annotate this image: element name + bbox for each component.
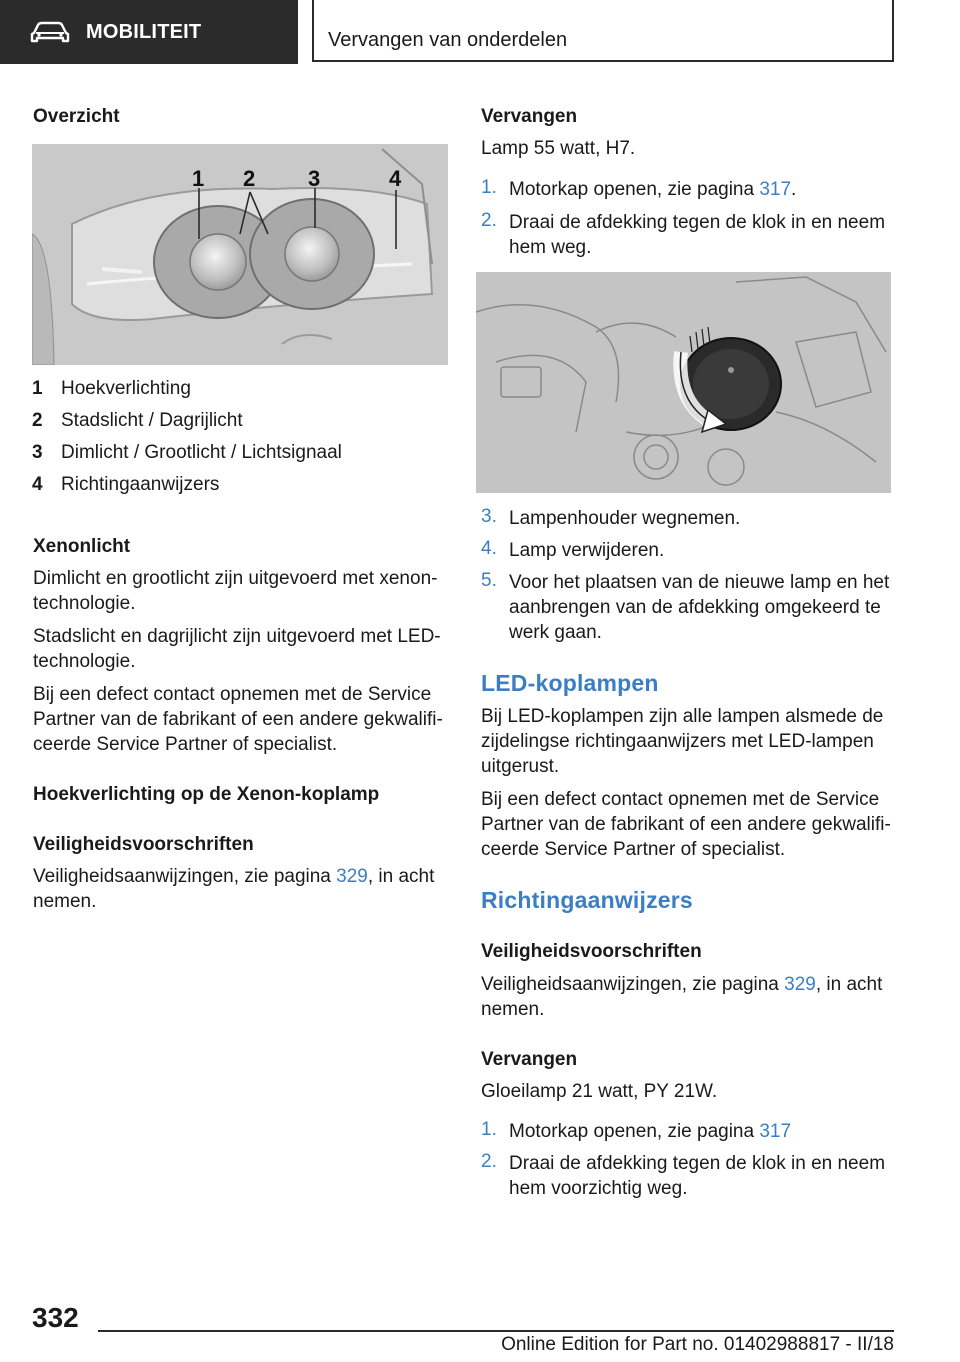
- headlight-figure: [32, 144, 448, 365]
- text-span: Veiligheidsaanwijzingen, zie pagina: [481, 974, 785, 995]
- text-span: , in acht: [367, 866, 435, 887]
- richting-heading: Richtingaanwijzers: [481, 887, 693, 913]
- step-number: 1.: [481, 1119, 497, 1140]
- text-line: nemen.: [33, 891, 97, 912]
- step-text: hem weg.: [509, 237, 592, 258]
- text-span: Motorkap openen, zie pagina: [509, 179, 760, 200]
- legend-num: 4: [32, 474, 43, 495]
- engine-bay-figure: [476, 272, 891, 493]
- text-line: Dimlicht en grootlicht zijn uitgevoerd met xenon‐: [33, 568, 438, 589]
- text-line: nemen.: [481, 999, 545, 1020]
- step-text: Draai de afdekking tegen de klok in en neem: [509, 1153, 886, 1174]
- figure-label-2: 2: [243, 166, 256, 191]
- step-text: Lampenhouder wegnemen.: [509, 508, 741, 529]
- page-link-317[interactable]: 317: [759, 179, 792, 200]
- page-number: 332: [32, 1302, 79, 1333]
- legend-num: 1: [32, 378, 43, 399]
- text-span: , in acht: [815, 974, 883, 995]
- step-text: Lamp verwijderen.: [509, 540, 665, 561]
- vervangen-heading-2: Vervangen: [481, 1049, 578, 1070]
- legend-text: Stadslicht / Dagrijlicht: [61, 410, 243, 431]
- headlight-illustration: [32, 144, 448, 365]
- text-line: zijdelingse richtingaanwijzers met LED-lampen: [481, 731, 874, 752]
- gloeilamp-spec: Gloeilamp 21 watt, PY 21W.: [481, 1081, 718, 1102]
- lamp-spec: Lamp 55 watt, H7.: [481, 138, 636, 159]
- text-line: Bij een defect contact opnemen met de Service: [481, 789, 880, 810]
- text-line: [33, 864, 434, 889]
- text-line: Partner van de fabrikant of een andere gekwalifi‐: [481, 814, 891, 835]
- text-line: technologie.: [33, 593, 136, 614]
- step-number: 5.: [481, 570, 497, 591]
- veilig-heading-left: Veiligheidsvoorschriften: [33, 834, 254, 855]
- hoek-heading: Hoekverlichting op de Xenon-koplamp: [33, 784, 380, 805]
- engine-bay-illustration: [476, 272, 891, 493]
- figure-label-4: 4: [389, 166, 402, 191]
- step-text: [509, 177, 796, 202]
- text-line: Bij LED-koplampen zijn alle lampen alsmede de: [481, 706, 884, 727]
- footer-divider: [98, 1330, 894, 1332]
- figure-label-3: 3: [308, 166, 321, 191]
- section-tab: [0, 0, 298, 64]
- page-title: Vervangen van onderdelen: [328, 29, 568, 51]
- text-span: Motorkap openen, zie pagina: [509, 1121, 760, 1142]
- text-line: uitgerust.: [481, 756, 560, 777]
- legend-num: 3: [32, 442, 43, 463]
- text-line: [481, 972, 882, 997]
- figure-label-1: 1: [192, 166, 205, 191]
- text-line: ceerde Service Partner of specialist.: [481, 839, 786, 860]
- page-link-317[interactable]: 317: [759, 1121, 792, 1142]
- step-number: 2.: [481, 210, 497, 231]
- page-link-329[interactable]: 329: [784, 974, 816, 995]
- legend-text: Hoekverlichting: [61, 378, 191, 399]
- xenon-heading: Xenonlicht: [33, 536, 131, 557]
- text-line: ceerde Service Partner of specialist.: [33, 734, 338, 755]
- text-line: Bij een defect contact opnemen met de Service: [33, 684, 432, 705]
- car-icon: [30, 19, 70, 45]
- led-heading: LED-koplampen: [481, 670, 659, 696]
- step-number: 4.: [481, 538, 497, 559]
- edition-note: Online Edition for Part no. 01402988817 - II/18: [501, 1334, 894, 1355]
- legend-num: 2: [32, 410, 43, 431]
- step-number: 1.: [481, 177, 497, 198]
- vervangen-heading: Vervangen: [481, 106, 578, 127]
- veilig-heading-right: Veiligheidsvoorschriften: [481, 941, 702, 962]
- step-number: 2.: [481, 1151, 497, 1172]
- text-line: Stadslicht en dagrijlicht zijn uitgevoerd met LED‐: [33, 626, 441, 647]
- step-text: hem voorzichtig weg.: [509, 1178, 688, 1199]
- step-text: Voor het plaatsen van de nieuwe lamp en het: [509, 572, 890, 593]
- text-span: Veiligheidsaanwijzingen, zie pagina: [33, 866, 337, 887]
- step-text: aanbrengen van de afdekking omgekeerd te: [509, 597, 881, 618]
- section-label: MOBILITEIT: [86, 20, 202, 43]
- text-line: Partner van de fabrikant of een andere gekwalifi‐: [33, 709, 443, 730]
- page-link-329[interactable]: 329: [336, 866, 368, 887]
- legend-text: Dimlicht / Grootlicht / Lichtsignaal: [61, 442, 342, 463]
- step-number: 3.: [481, 506, 497, 527]
- text-line: technologie.: [33, 651, 136, 672]
- step-text: Draai de afdekking tegen de klok in en neem: [509, 212, 886, 233]
- step-text: werk gaan.: [509, 622, 602, 643]
- step-text: [509, 1119, 791, 1144]
- overzicht-heading: Overzicht: [33, 106, 120, 127]
- legend-text: Richtingaanwijzers: [61, 474, 220, 495]
- text-span: .: [791, 179, 797, 200]
